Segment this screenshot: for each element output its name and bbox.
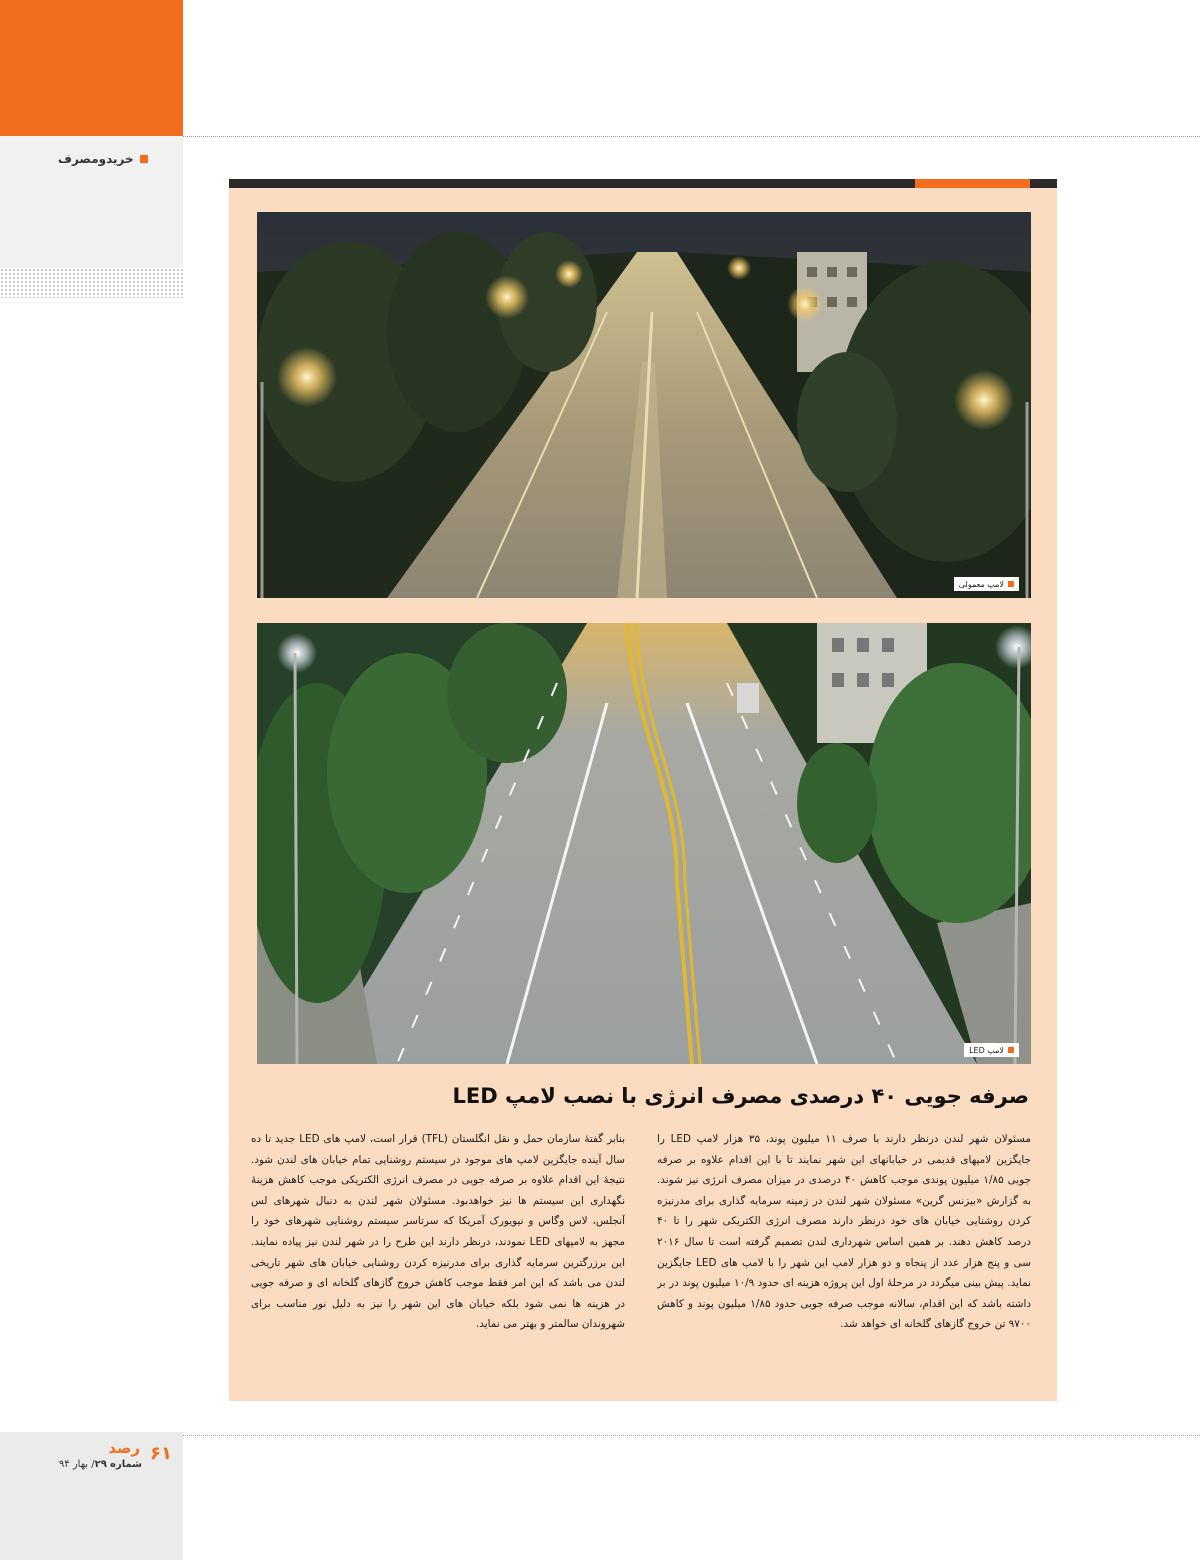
issue-info (30, 1459, 142, 1473)
article-paragraph-left: بنابر گفتهٔ سازمان حمل و نقل انگلستان (TFL) قرار است، لامپ های LED جدید تا ده سال آینده جایگزین لامپ های موجود در سیستم روشنایی تمام خیابان های لندن شود. نتیجهٔ این اقدام علاوه بر صرفه جویی در مصرف انرژی الکتریکی موجب کاهش هزینهٔ نگهداری این سیستم ها نیز خواهدبود. مسئولان شهر لندن به دنبال شهرهای لس آنجلس، لاس وگاس و نیویورک آمریکا که سرتاسر سیستم روشنایی شهرهای خود را مجهز به لامپهای LED نمودند، درنظر دارند این طرح را در شهر لندن نیز پیاده نمایند. این برزرگترین سرمایه گذاری برای مدرنیزه کردن روشنایی خیابان های شهر تاریخی لندن می باشد که این امر فقط موجب کاهش خروج گازهای گلخانه ای و صرفه جویی در هزینه ها نمی شود بلکه خیابان های این شهر را نیز به دلیل نور مناسب برای شهروندان سالمتر و بهتر می نماید. (251, 1133, 625, 1331)
street-photo-cool (257, 623, 1031, 1064)
article-box (229, 179, 1057, 1401)
caption-square-icon (1008, 581, 1014, 587)
photo-caption-conventional (954, 577, 1019, 591)
square-bullet-icon (140, 155, 148, 163)
dotted-pattern (0, 268, 183, 298)
issue-prefix: شماره (110, 1459, 142, 1470)
top-bar-accent (915, 179, 1030, 188)
footer-divider (183, 1435, 1200, 1436)
caption-text: لامپ معمولی (958, 579, 1004, 589)
caption-square-icon (1008, 1047, 1014, 1053)
header-divider (183, 136, 1200, 137)
page-number: ۶۱ (150, 1443, 172, 1464)
margin-blank (0, 298, 183, 1432)
article-top-bar (229, 179, 1057, 188)
article-paragraph-right: مسئولان شهر لندن درنظر دارند با صرف ۱۱ میلیون پوند، ۳۵ هزار لامپ LED را جایگزین لامپهای قدیمی در خیابانهای این شهر نمایند تا با این اقدام علاوه بر صرفه جویی ۱/۸۵ میلیون پوندی موجب کاهش ۴۰ درصدی در میزان مصرف انرژی نیز شوند. به گزارش «بیزنس گرین» مسئولان شهر لندن در زمینه سرمایه گذاری برای مدرنیزه کردن روشنایی خیابان های خود درنظر دارند مصرف انرژی الکتریکی شهر را تا ۴۰ درصد کاهش دهند. بر همین اساس شهرداری لندن تصمیم گرفته است تا سال ۲۰۱۶ سی و پنج هزار عدد از پنجاه و دو هزار لامپ این شهر را با لامپ های LED جایگزین نماید. پیش بینی میگردد در مرحلهٔ اول این پروژه هزینه ای حدود ۱۰/۹ میلیون پوند در بر داشته باشد که این اقدام، سالانه موجب صرفه جویی حدود ۱/۸۵ میلیون پوند و کاهش ۹۷۰۰ تن خروج گازهای گلخانه ای خواهد شد. (657, 1133, 1031, 1331)
photo-led-lamp-street (257, 623, 1031, 1064)
section-label (58, 150, 178, 168)
issue-season: / بهار ۹۴ (58, 1459, 95, 1470)
article-title: صرفه جویی ۴۰ درصدی مصرف انرژی با نصب لامپ LED (452, 1084, 1029, 1108)
photo-caption-led (964, 1043, 1019, 1057)
section-label-text: خریدومصرف (58, 152, 134, 166)
issue-number: ۲۹ (94, 1459, 107, 1470)
street-photo-warm (257, 212, 1031, 598)
magazine-logo: رصد (108, 1439, 140, 1457)
corner-color-block (0, 0, 183, 136)
photo-conventional-lamp-street (257, 212, 1031, 598)
caption-text: لامپ LED (969, 1045, 1004, 1055)
